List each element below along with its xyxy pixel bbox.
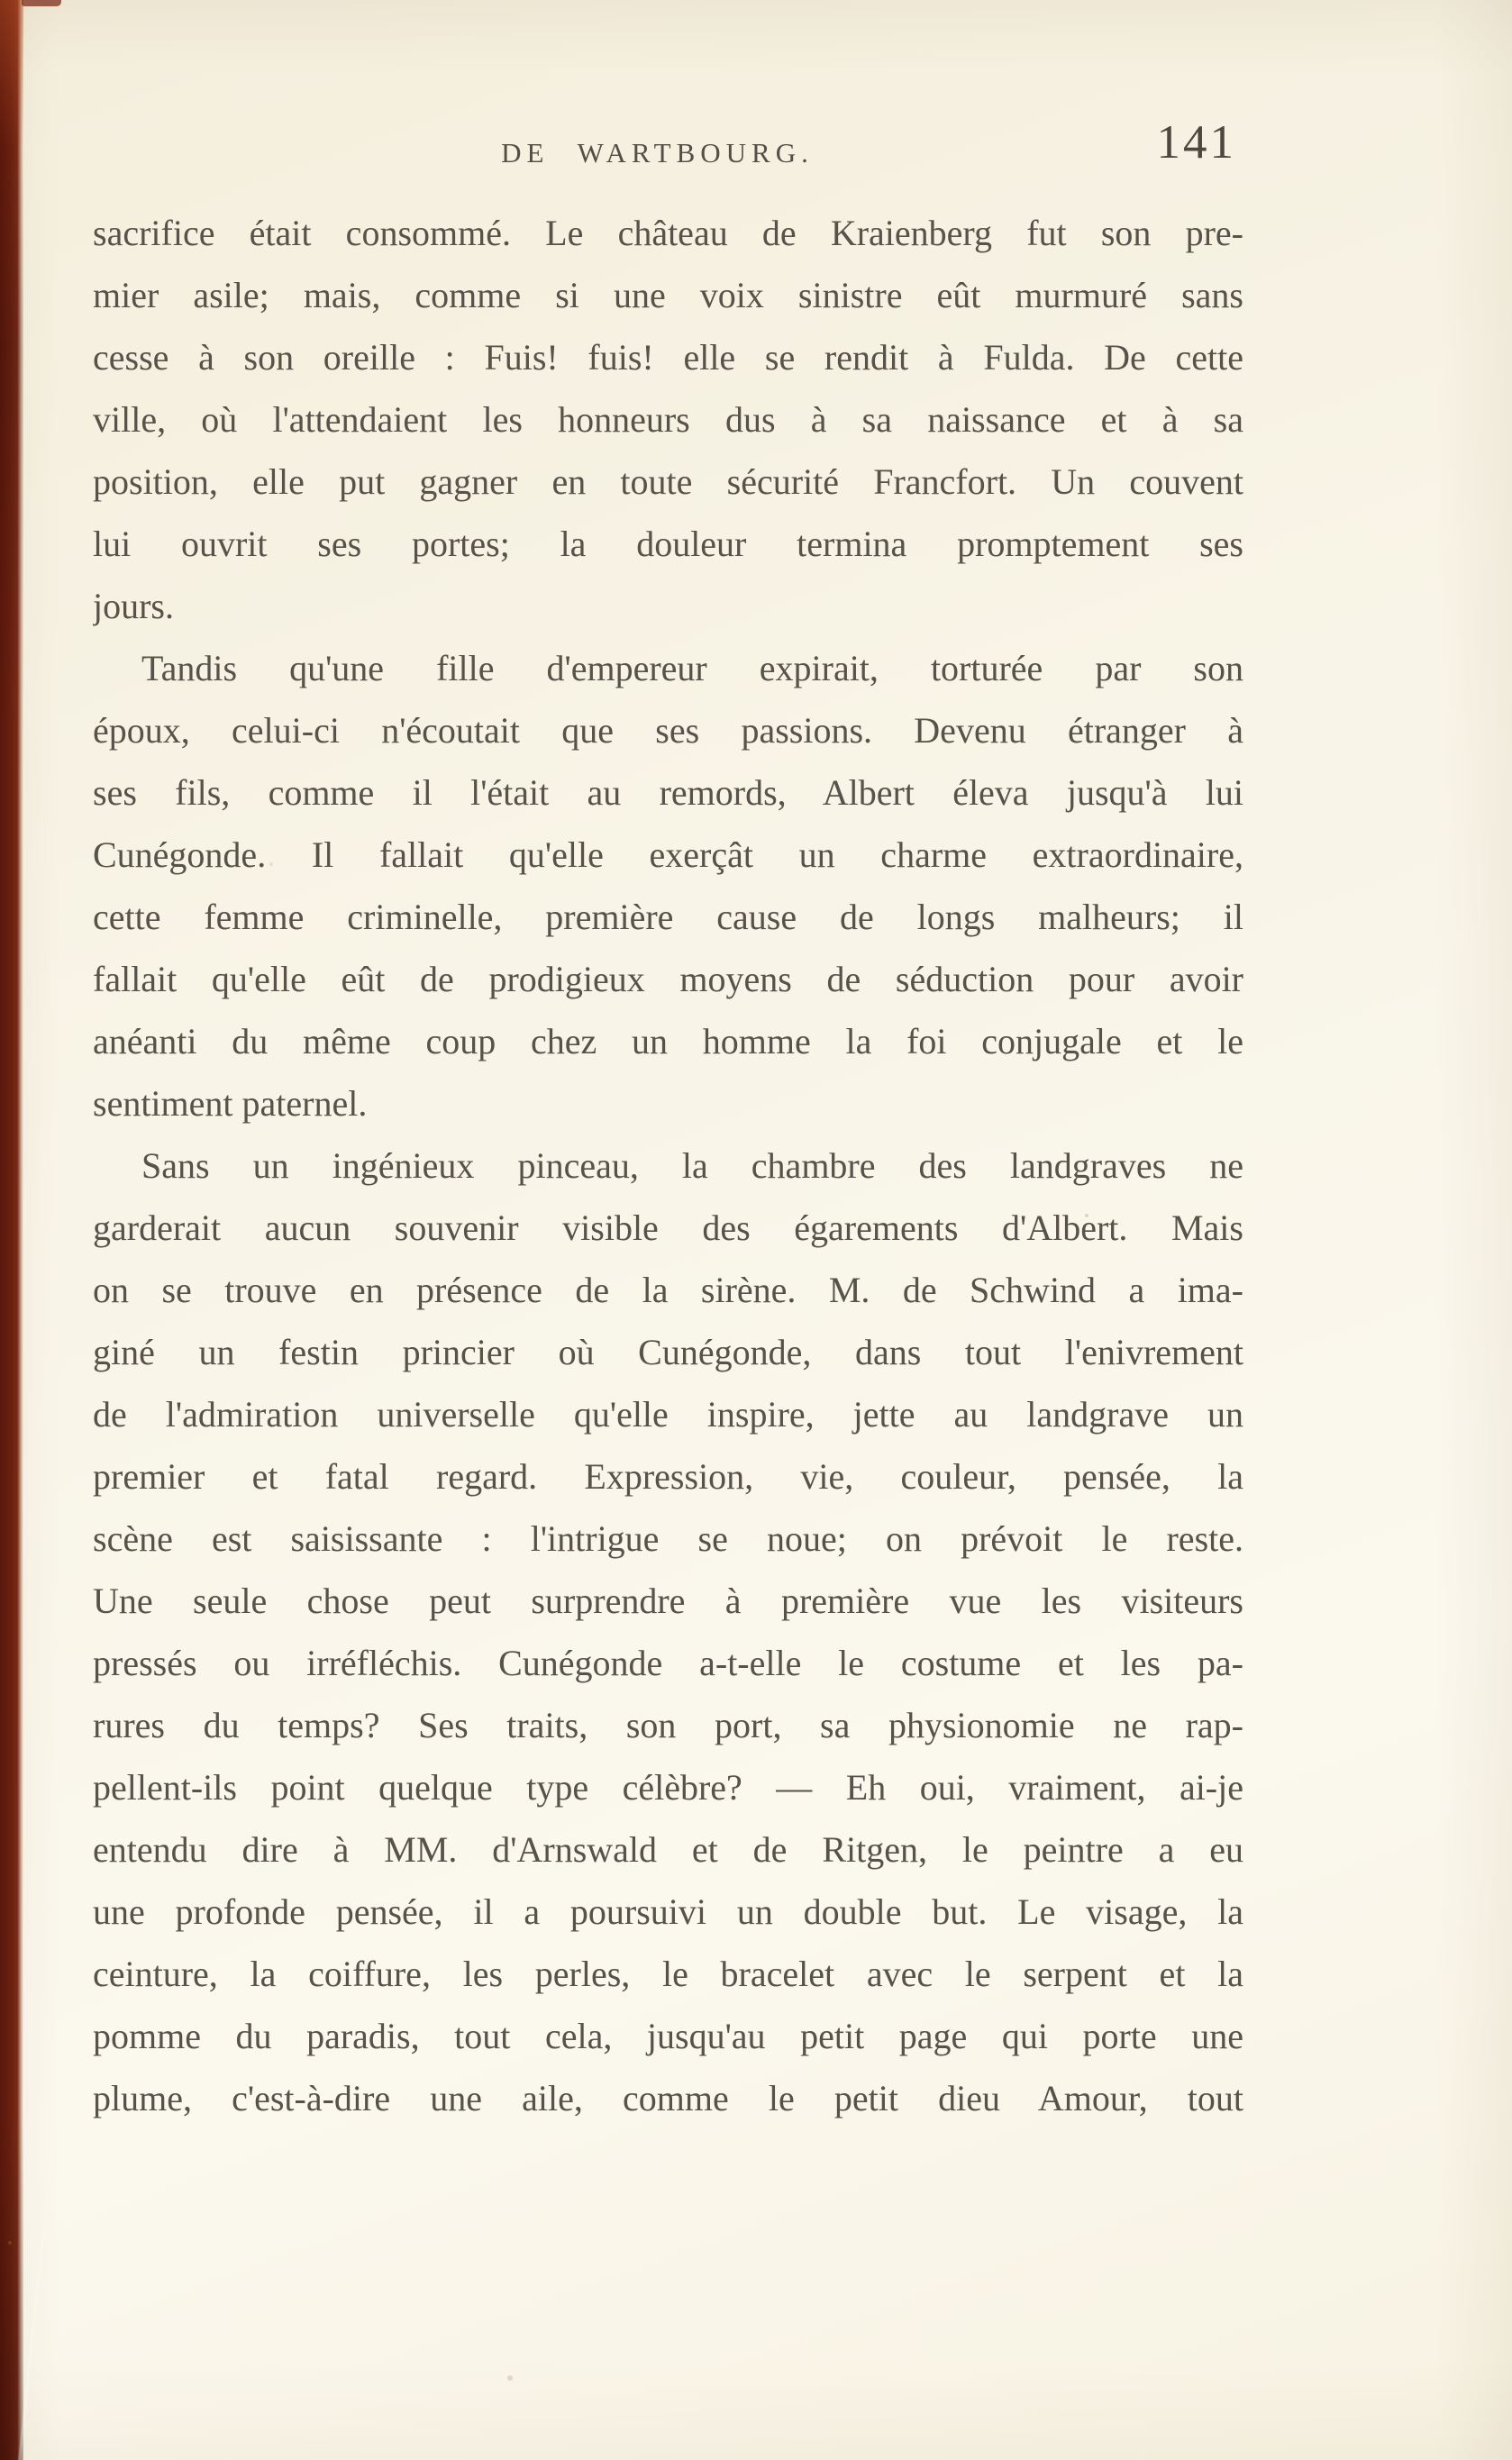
text-line: position, elle put gagner en toute sécurité Francfort. Un couvent: [93, 461, 1243, 502]
text-line: sacrifice était consommé. Le château de Kraienberg fut son pre-: [93, 213, 1243, 253]
text-line: premier et fatal regard. Expression, vie, couleur, pensée, la: [93, 1456, 1243, 1497]
text-line: lui ouvrit ses portes; la douleur termina promptement ses: [93, 524, 1243, 564]
text-line: de l'admiration universelle qu'elle inspire, jette au landgrave un: [93, 1394, 1243, 1435]
paper-crease: [18, 1958, 74, 2460]
text-line: scène est saisissante : l'intrigue se noue; on prévoit le reste.: [93, 1518, 1243, 1559]
text-line: cette femme criminelle, première cause de longs malheurs; il: [93, 897, 1243, 937]
text-line: fallait qu'elle eût de prodigieux moyens de séduction pour avoir: [93, 959, 1243, 999]
text-line: une profonde pensée, il a poursuivi un double but. Le visage, la: [93, 1891, 1243, 1932]
text-line: ville, où l'attendaient les honneurs dus à sa naissance et à sa: [93, 399, 1243, 440]
text-line: on se trouve en présence de la sirène. M. de Schwind a ima-: [93, 1270, 1243, 1310]
text-line: jours.: [93, 586, 174, 626]
text-line: cesse à son oreille : Fuis! fuis! elle se rendit à Fulda. De cette: [93, 337, 1243, 378]
text-line: mier asile; mais, comme si une voix sinistre eût murmuré sans: [93, 275, 1243, 315]
text-line: pomme du paradis, tout cela, jusqu'au petit page qui porte une: [93, 2016, 1243, 2056]
header-title: DE WARTBOURG.: [501, 137, 814, 169]
gutter-edge-notch: [22, 0, 61, 6]
text-line: plume, c'est-à-dire une aile, comme le petit dieu Amour, tout: [93, 2078, 1243, 2118]
text-line: pressés ou irréfléchis. Cunégonde a-t-elle le costume et les pa-: [93, 1643, 1243, 1683]
page-number: 141: [1156, 116, 1236, 169]
paper-speckles: [8, 2241, 12, 2245]
running-header: [93, 116, 1243, 189]
text-line: garderait aucun souvenir visible des égarements d'Albert. Mais: [93, 1207, 1243, 1248]
text-line: ses fils, comme il l'était au remords, Albert éleva jusqu'à lui: [93, 772, 1243, 813]
text-line: entendu dire à MM. d'Arnswald et de Ritgen, le peintre a eu: [93, 1829, 1243, 1870]
book-gutter-edge: [0, 0, 23, 2460]
text-line: sentiment paternel.: [93, 1083, 368, 1124]
text-line: Tandis qu'une fille d'empereur expirait, torturée par son: [141, 648, 1243, 688]
text-line: rures du temps? Ses traits, son port, sa physionomie ne rap-: [93, 1705, 1243, 1745]
text-line: giné un festin princier où Cunégonde, dans tout l'enivrement: [93, 1332, 1243, 1372]
text-line: Cunégonde. Il fallait qu'elle exerçât un charme extraordinaire,: [93, 834, 1243, 875]
body-text: [93, 202, 1243, 2129]
text-line: pellent-ils point quelque type célèbre? — Eh oui, vraiment, ai-je: [93, 1767, 1243, 1808]
text-line: ceinture, la coiffure, les perles, le bracelet avec le serpent et la: [93, 1954, 1243, 1994]
text-line: époux, celui-ci n'écoutait que ses passions. Devenu étranger à: [93, 710, 1243, 751]
text-line: Sans un ingénieux pinceau, la chambre des landgraves ne: [141, 1145, 1243, 1186]
text-line: anéanti du même coup chez un homme la foi conjugale et le: [93, 1021, 1243, 1061]
text-line: Une seule chose peut surprendre à première vue les visiteurs: [93, 1581, 1243, 1621]
